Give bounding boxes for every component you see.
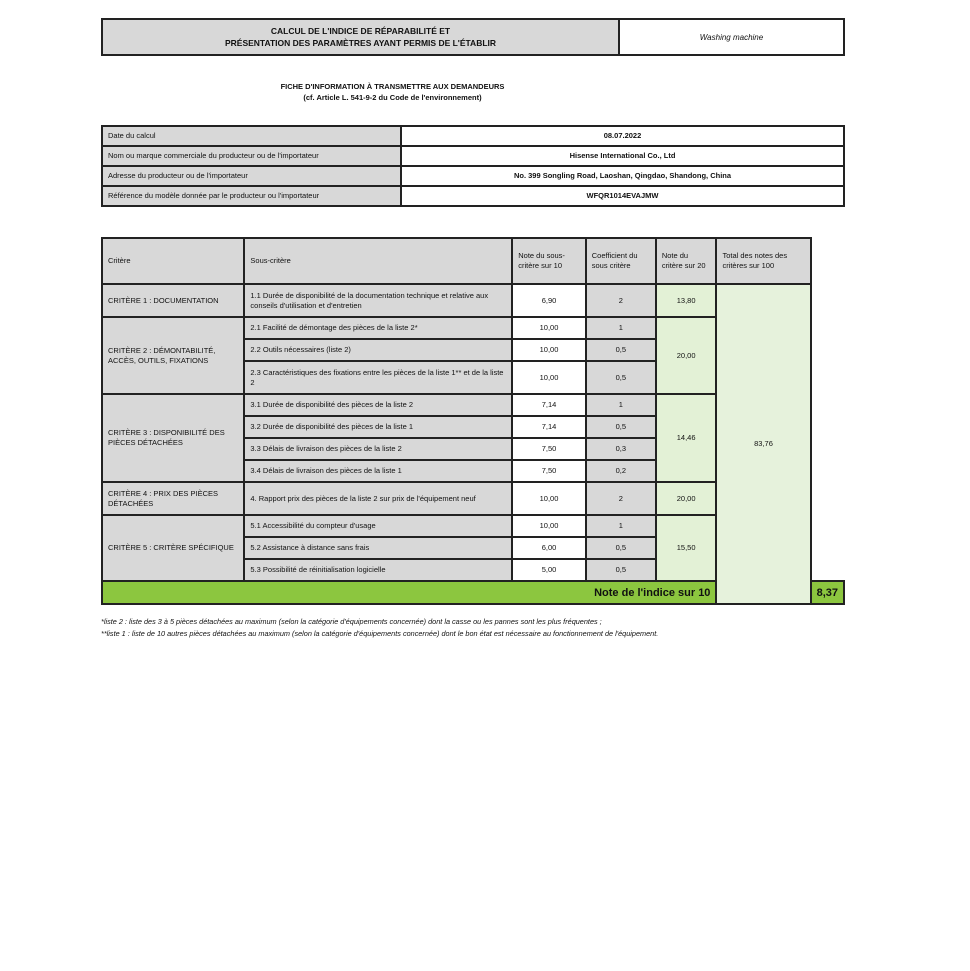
sous-critere-label: 5.2 Assistance à distance sans frais — [244, 537, 512, 559]
critere-note: 15,50 — [656, 515, 717, 581]
sous-critere-note: 10,00 — [512, 482, 586, 515]
sous-critere-coef: 2 — [586, 482, 656, 515]
info-row — [102, 146, 844, 166]
sous-critere-coef: 0,5 — [586, 361, 656, 394]
info-value: 08.07.2022 — [401, 126, 844, 146]
sous-critere-coef: 0,5 — [586, 339, 656, 361]
col-header-critere: Critère — [102, 238, 244, 284]
index-score-value: 8,37 — [811, 581, 844, 604]
critere-name: CRITÈRE 1 : DOCUMENTATION — [102, 284, 244, 317]
sous-critere-coef: 0,5 — [586, 537, 656, 559]
sous-critere-label: 3.1 Durée de disponibilité des pièces de la liste 2 — [244, 394, 512, 416]
sous-critere-coef: 0,5 — [586, 559, 656, 581]
critere-note: 14,46 — [656, 394, 717, 482]
col-header-sous-critere: Sous-critère — [244, 238, 512, 284]
footnote-list-2: *liste 2 : liste des 3 à 5 pièces détachées au maximum (selon la catégorie d'équipements concernée) dont la casse ou les pannes sont les plus fréquentes ; — [101, 617, 602, 626]
footnote-list-1: **liste 1 : liste de 10 autres pièces détachées au maximum (selon la catégorie d'équipements concernée) dont le bon état est nécessaire au fonctionnement de l'équipement. — [101, 629, 659, 638]
critere-name: CRITÈRE 2 : DÉMONTABILITÉ, ACCÈS, OUTILS, FIXATIONS — [102, 317, 244, 394]
fiche-heading — [250, 81, 535, 103]
sous-critere-note: 10,00 — [512, 361, 586, 394]
sous-critere-label: 2.2 Outils nécessaires (liste 2) — [244, 339, 512, 361]
sous-critere-label: 3.2 Durée de disponibilité des pièces de la liste 1 — [244, 416, 512, 438]
total-score: 83,76 — [716, 284, 810, 604]
title-line-1: CALCUL DE L'INDICE DE RÉPARABILITÉ ET — [270, 26, 451, 36]
critere-name: CRITÈRE 4 : PRIX DES PIÈCES DÉTACHÉES — [102, 482, 244, 515]
sous-critere-note: 10,00 — [512, 339, 586, 361]
critere-note: 20,00 — [656, 482, 717, 515]
sous-critere-coef: 0,5 — [586, 416, 656, 438]
info-row — [102, 186, 844, 206]
sous-critere-label: 3.3 Délais de livraison des pièces de la liste 2 — [244, 438, 512, 460]
title-line-2: PRÉSENTATION DES PARAMÈTRES AYANT PERMIS DE L'ÉTABLIR — [224, 38, 497, 48]
info-value: WFQR1014EVAJMW — [401, 186, 844, 206]
sous-critere-label: 1.1 Durée de disponibilité de la documentation technique et relative aux conseils d'utilisation et d'entretien — [244, 284, 512, 317]
sous-critere-label: 5.1 Accessibilité du compteur d'usage — [244, 515, 512, 537]
sous-critere-note: 7,14 — [512, 394, 586, 416]
info-label: Adresse du producteur ou de l'importateur — [102, 166, 401, 186]
sous-critere-label: 2.1 Facilité de démontage des pièces de la liste 2* — [244, 317, 512, 339]
sous-critere-note: 6,00 — [512, 537, 586, 559]
sous-critere-coef: 1 — [586, 317, 656, 339]
critere-note: 13,80 — [656, 284, 717, 317]
sous-critere-label: 2.3 Caractéristiques des fixations entre les pièces de la liste 1** et de la liste 2 — [244, 361, 512, 394]
sous-critere-coef: 2 — [586, 284, 656, 317]
table-row — [102, 284, 844, 317]
document-header — [101, 18, 845, 56]
critere-name: CRITÈRE 3 : DISPONIBILITÉ DES PIÈCES DÉTACHÉES — [102, 394, 244, 482]
sous-critere-note: 7,50 — [512, 460, 586, 482]
repairability-table — [101, 237, 845, 605]
sous-critere-label: 3.4 Délais de livraison des pièces de la liste 1 — [244, 460, 512, 482]
product-type: Washing machine — [699, 32, 764, 42]
sous-critere-label: 5.3 Possibilité de réinitialisation logicielle — [244, 559, 512, 581]
col-header-note-sous: Note du sous-critère sur 10 — [512, 238, 586, 284]
info-label: Nom ou marque commerciale du producteur ou de l'importateur — [102, 146, 401, 166]
info-value: No. 399 Songling Road, Laoshan, Qingdao, Shandong, China — [401, 166, 844, 186]
table-header-row — [102, 238, 844, 284]
sous-critere-coef: 1 — [586, 394, 656, 416]
sous-critere-note: 10,00 — [512, 515, 586, 537]
document-title — [103, 20, 620, 54]
info-row — [102, 126, 844, 146]
info-value: Hisense International Co., Ltd — [401, 146, 844, 166]
index-score-label: Note de l'indice sur 10 — [102, 581, 716, 604]
sous-critere-coef: 1 — [586, 515, 656, 537]
col-header-total: Total des notes des critères sur 100 — [716, 238, 810, 284]
sous-critere-label: 4. Rapport prix des pièces de la liste 2 sur prix de l'équipement neuf — [244, 482, 512, 515]
footnotes — [101, 616, 861, 640]
col-header-coef: Coefficient du sous critère — [586, 238, 656, 284]
sous-critere-coef: 0,2 — [586, 460, 656, 482]
sous-critere-coef: 0,3 — [586, 438, 656, 460]
info-table — [101, 125, 845, 207]
info-label: Référence du modèle donnée par le producteur ou l'importateur — [102, 186, 401, 206]
col-header-note-critere: Note du critère sur 20 — [656, 238, 717, 284]
critere-name: CRITÈRE 5 : CRITÈRE SPÉCIFIQUE — [102, 515, 244, 581]
critere-note: 20,00 — [656, 317, 717, 394]
sous-critere-note: 10,00 — [512, 317, 586, 339]
info-row — [102, 166, 844, 186]
sous-critere-note: 7,50 — [512, 438, 586, 460]
sous-critere-note: 7,14 — [512, 416, 586, 438]
sous-critere-note: 5,00 — [512, 559, 586, 581]
fiche-line-2: (cf. Article L. 541-9-2 du Code de l'environnement) — [303, 93, 482, 102]
sous-critere-note: 6,90 — [512, 284, 586, 317]
info-label: Date du calcul — [102, 126, 401, 146]
fiche-line-1: FICHE D'INFORMATION À TRANSMETTRE AUX DEMANDEURS — [280, 82, 505, 91]
